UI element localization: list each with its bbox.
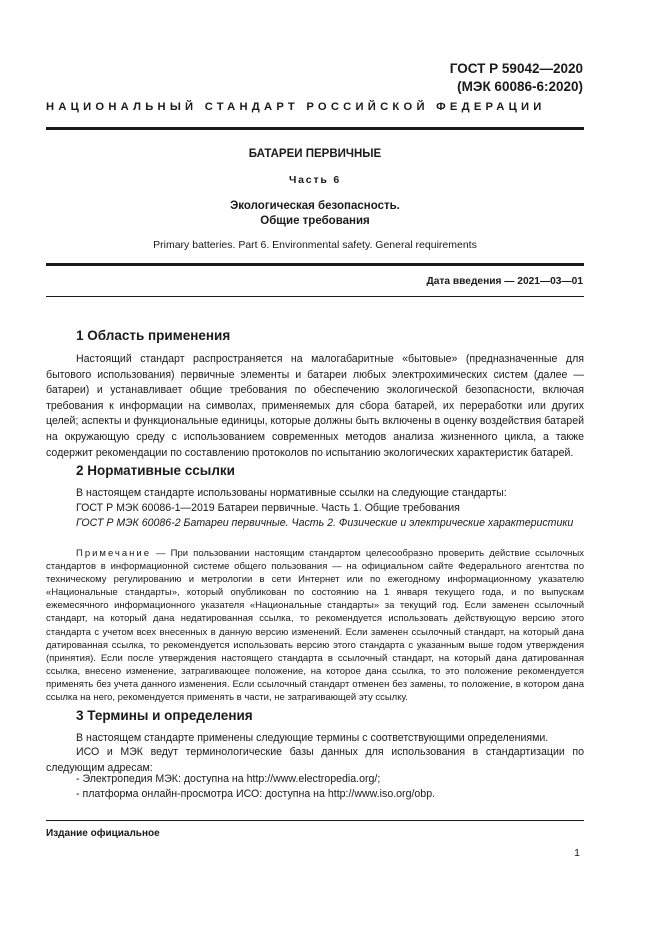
- document-number: ГОСТ Р 59042—2020: [449, 61, 583, 76]
- document-subtitle: [46, 199, 584, 229]
- bullet-iso-obp: - платформа онлайн-просмотра ИСО: доступна на http://www.iso.org/obp.: [76, 788, 436, 800]
- national-standard-banner: НАЦИОНАЛЬНЫЙ СТАНДАРТ РОССИЙСКОЙ ФЕДЕРАЦИИ: [46, 101, 546, 113]
- references-intro: В настоящем стандарте использованы нормативные ссылки на следующие стандарты:: [76, 487, 507, 499]
- page-number: 1: [574, 847, 580, 859]
- section-2-heading: 2 Нормативные ссылки: [76, 463, 235, 478]
- subtitle-line-1: Экологическая безопасность.: [230, 200, 400, 212]
- section-1-heading: 1 Область применения: [76, 328, 231, 343]
- terminology-databases-text: ИСО и МЭК ведут терминологические базы данных для использования в стандартизации по следующим адресам:: [46, 746, 584, 774]
- title-bottom-rule: [46, 263, 584, 266]
- note-text: — При пользовании настоящим стандартом целесообразно проверить действие ссылочных стандартов в информационной системе общего пользования — на официальном сайте Федерального агентства по техническому регулированию и метрологии в сети Интернет или по ежегодному информационному указателю «Национальные стандарты», который опубликован по состоянию на 1 января текущего года, и по выпускам ежемесячного информационного указателя «Национальные стандарты» за текущий год. Если заменен ссылочный стандарт, на который дана недатированная ссылка, то рекомендуется использовать действующую версию этого стандарта с учетом всех внесенных в данную версию изменений. Если заменен ссылочный стандарт, на который дана датированная ссылка, то рекомендуется использовать версию этого стандарта с указанным выше годом утверждения (принятия). Если после утверждения настоящего стандарта в ссылочный стандарт, на который дана датированная ссылка, внесено изменение, затрагивающее положение, на которое дана ссылка, то это положение рекомендуется применять без учета данного изменения. Если ссылочный стандарт отменен без замены, то положение, в котором дана ссылка на него, рекомендуется применять в части, не затрагивающей эту ссылку.: [46, 548, 584, 704]
- reference-2: ГОСТ Р МЭК 60086-2 Батареи первичные. Часть 2. Физические и электрические характеристики: [76, 517, 574, 529]
- top-rule: [46, 127, 584, 130]
- section-3-heading: 3 Термины и определения: [76, 708, 253, 723]
- date-rule: [46, 296, 584, 297]
- note-label: Примечание: [76, 548, 151, 559]
- footer-rule: [46, 820, 584, 821]
- terms-statement: В настоящем стандарте применены следующие термины с соответствующими определениями.: [76, 732, 549, 744]
- international-document-number: (МЭК 60086-6:2020): [457, 79, 583, 94]
- references-note: [46, 547, 584, 704]
- document-title: БАТАРЕИ ПЕРВИЧНЫЕ: [248, 148, 382, 160]
- part-label: Часть 6: [288, 174, 341, 186]
- official-edition-label: Издание официальное: [46, 828, 160, 839]
- section-1-text: Настоящий стандарт распространяется на малогабаритные «бытовые» (предназначенные для бытового использования) первичные элементы и батареи любых электрохимических систем (далее — батареи) и устанавливает общие требования по обеспечению экологической безопасности, включая требования к информации на символах, применяемых для сбора батарей, их переработки или других целей; аспекты и функциональные единицы, которые должны быть включены в оценку воздействия батарей на окружающую среду с использованием современных методов анализа жизненного цикла, а также содержит рекомендации по составлению протоколов по испытанию экологических характеристик батарей.: [46, 353, 584, 459]
- subtitle-line-2: Общие требования: [260, 215, 370, 227]
- introduction-date: Дата введения — 2021—03—01: [426, 276, 583, 287]
- reference-1: ГОСТ Р МЭК 60086-1—2019 Батареи первичные. Часть 1. Общие требования: [76, 502, 460, 514]
- english-title: Primary batteries. Part 6. Environmental safety. General requirements: [153, 239, 477, 251]
- bullet-electropedia: - Электропедия МЭК: доступна на http://www.electropedia.org/;: [76, 773, 381, 785]
